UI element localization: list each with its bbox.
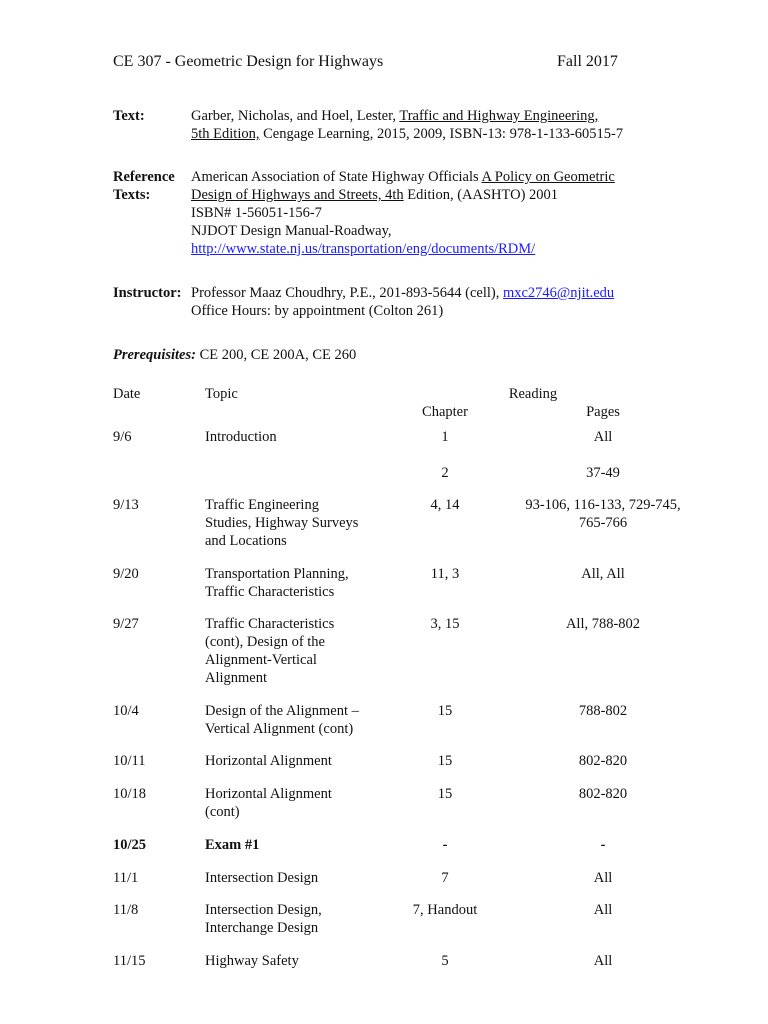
reference-njdot: NJDOT Design Manual-Roadway, (191, 223, 392, 239)
row-chapter: 15 (437, 786, 453, 802)
row-topic: Horizontal Alignment (205, 753, 332, 769)
reference-line-2-post: Edition, (AASHTO) 2001 (403, 187, 559, 203)
row-date: 9/27 (113, 616, 139, 632)
header-topic: Topic (205, 386, 238, 402)
reference-link-wrap (191, 240, 535, 258)
row-pages: All, 788-802 (565, 616, 641, 632)
row-pages: 802-820 (578, 753, 628, 769)
row-topic: Traffic Engineering (205, 497, 319, 513)
row-topic: Highway Safety (205, 953, 299, 969)
row-topic: and Locations (205, 533, 287, 549)
row-topic: Alignment (205, 670, 268, 686)
row-chapter: 2 (441, 465, 449, 481)
header-date: Date (113, 386, 141, 402)
row-pages: 802-820 (578, 786, 628, 802)
reference-title-1: A Policy on Geometric (481, 169, 615, 185)
row-chapter: 7, Handout (412, 902, 478, 918)
row-topic: Intersection Design, (205, 902, 322, 918)
term-label: Fall 2017 (557, 53, 618, 70)
reference-isbn: ISBN# 1-56051-156-7 (191, 205, 322, 221)
row-topic: Exam #1 (205, 837, 260, 853)
reference-label-2: Texts: (113, 187, 151, 203)
row-chapter: 11, 3 (430, 566, 460, 582)
row-date: 9/20 (113, 566, 139, 582)
row-date: 10/18 (113, 786, 147, 802)
text-line-2-post: Cengage Learning, 2015, 2009, ISBN-13: 978-1-133-60515-7 (259, 126, 624, 142)
office-hours: Office Hours: by appointment (Colton 261) (191, 303, 444, 319)
instructor-email-link[interactable]: mxc2746@njit.edu (502, 285, 615, 301)
row-chapter: 5 (441, 953, 449, 969)
text-line-2 (191, 125, 623, 143)
row-topic: Introduction (205, 429, 277, 445)
row-date: 9/13 (113, 497, 139, 513)
row-pages: All (593, 870, 613, 886)
row-pages: 788-802 (578, 703, 628, 719)
row-pages: All (593, 902, 613, 918)
row-date: 10/25 (113, 837, 147, 853)
header-chapter: Chapter (422, 404, 468, 420)
header-reading: Reading (508, 386, 558, 402)
row-topic: Alignment-Vertical (205, 652, 317, 668)
prerequisites (113, 346, 356, 364)
row-pages: All (593, 953, 613, 969)
row-chapter: 15 (437, 703, 453, 719)
row-chapter: 3, 15 (430, 616, 460, 632)
row-chapter: - (442, 837, 448, 853)
reference-line-2 (191, 186, 558, 204)
row-date: 10/4 (113, 703, 139, 719)
row-pages: - (600, 837, 606, 853)
text-book-edition: 5th Edition, (191, 126, 260, 142)
row-date: 11/8 (113, 902, 139, 918)
row-topic: Transportation Planning, (205, 566, 349, 582)
row-date: 11/15 (113, 953, 146, 969)
row-topic: Interchange Design (205, 920, 319, 936)
instructor-line-1 (191, 284, 614, 302)
instructor-name-phone: Professor Maaz Choudhry, P.E., 201-893-5644 (cell), (191, 285, 503, 301)
row-topic: Traffic Characteristics (205, 616, 335, 632)
row-chapter: 1 (441, 429, 449, 445)
row-pages: All (593, 429, 613, 445)
reference-line-1 (191, 168, 615, 186)
course-title: CE 307 - Geometric Design for Highways (113, 53, 384, 70)
text-book-title: Traffic and Highway Engineering, (399, 108, 599, 124)
prerequisites-label: Prerequisites: (113, 347, 196, 363)
prerequisites-value: CE 200, CE 200A, CE 260 (195, 347, 357, 363)
row-topic: (cont) (205, 804, 240, 820)
row-topic: Intersection Design (205, 870, 319, 886)
instructor-label: Instructor: (113, 285, 182, 301)
row-pages: 93-106, 116-133, 729-745, (525, 497, 681, 513)
header-pages: Pages (586, 404, 620, 420)
row-chapter: 7 (441, 870, 449, 886)
text-label: Text: (113, 108, 145, 124)
row-pages: All, All (581, 566, 625, 582)
row-topic: Traffic Characteristics (205, 584, 335, 600)
row-topic: Horizontal Alignment (205, 786, 332, 802)
row-date: 9/6 (113, 429, 132, 445)
text-line-1 (191, 107, 598, 125)
row-date: 10/11 (113, 753, 146, 769)
row-pages: 765-766 (578, 515, 628, 531)
reference-link[interactable]: http://www.state.nj.us/transportation/eng/documents/RDM/ (191, 241, 536, 257)
reference-line-1-pre: American Association of State Highway Officials (191, 169, 482, 185)
reference-title-2: Design of Highways and Streets, 4th (191, 187, 404, 203)
text-line-1-pre: Garber, Nicholas, and Hoel, Lester, (191, 108, 400, 124)
row-chapter: 15 (437, 753, 453, 769)
row-topic: (cont), Design of the (205, 634, 325, 650)
row-date: 11/1 (113, 870, 139, 886)
reference-label-1: Reference (113, 169, 175, 185)
row-pages: 37-49 (586, 465, 620, 481)
row-topic: Studies, Highway Surveys (205, 515, 359, 531)
row-topic: Vertical Alignment (cont) (205, 721, 354, 737)
row-topic: Design of the Alignment – (205, 703, 359, 719)
row-chapter: 4, 14 (430, 497, 460, 513)
